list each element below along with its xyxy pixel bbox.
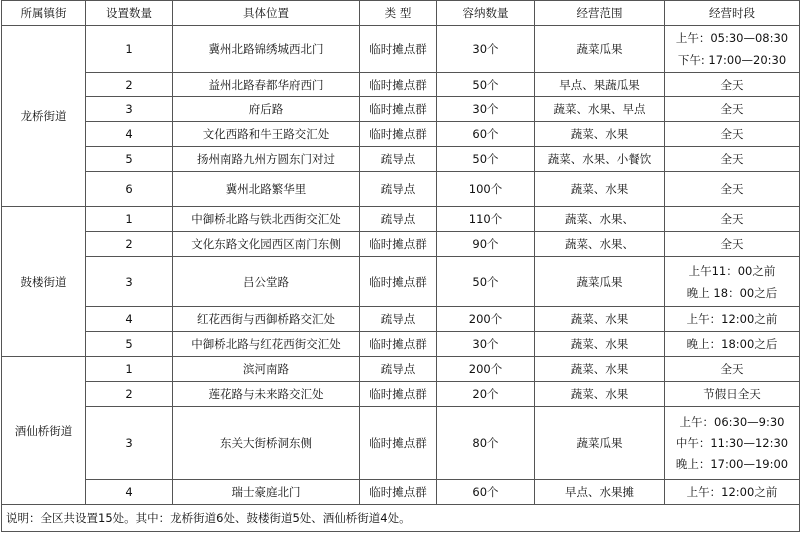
capacity-cell: 80个 bbox=[437, 407, 535, 480]
location-cell: 冀州北路锦绣城西北门 bbox=[173, 26, 360, 73]
capacity-cell: 100个 bbox=[437, 172, 535, 207]
capacity-cell: 30个 bbox=[437, 97, 535, 122]
location-cell: 文化西路和牛王路交汇处 bbox=[173, 122, 360, 147]
location-cell: 扬州南路九州方圆东门对过 bbox=[173, 147, 360, 172]
hours-cell: 全天 bbox=[665, 232, 800, 257]
capacity-cell: 200个 bbox=[437, 357, 535, 382]
hours-cell: 全天 bbox=[665, 207, 800, 232]
location-cell: 府后路 bbox=[173, 97, 360, 122]
table-row bbox=[2, 407, 800, 480]
scope-cell: 蔬菜瓜果 bbox=[535, 257, 665, 307]
district-cell: 龙桥街道 bbox=[2, 26, 86, 207]
type-cell: 临时摊点群 bbox=[360, 480, 437, 505]
table-row bbox=[2, 332, 800, 357]
scope-cell: 蔬菜瓜果 bbox=[535, 26, 665, 73]
table-row bbox=[2, 172, 800, 207]
hours-cell: 全天 bbox=[665, 147, 800, 172]
table-row bbox=[2, 73, 800, 97]
row-number: 3 bbox=[86, 97, 173, 122]
hours-cell: 节假日全天 bbox=[665, 382, 800, 407]
scope-cell: 蔬菜、水果 bbox=[535, 122, 665, 147]
row-number: 4 bbox=[86, 307, 173, 332]
type-cell: 疏导点 bbox=[360, 207, 437, 232]
scope-cell: 早点、水果摊 bbox=[535, 480, 665, 505]
type-cell: 临时摊点群 bbox=[360, 257, 437, 307]
capacity-cell: 60个 bbox=[437, 480, 535, 505]
header-district: 所属镇街 bbox=[2, 1, 86, 26]
hours-cell: 全天 bbox=[665, 172, 800, 207]
row-number: 4 bbox=[86, 480, 173, 505]
table-body bbox=[2, 26, 800, 532]
table-row bbox=[2, 307, 800, 332]
header-capacity: 容纳数量 bbox=[437, 1, 535, 26]
row-number: 3 bbox=[86, 257, 173, 307]
scope-cell: 蔬菜、水果 bbox=[535, 332, 665, 357]
type-cell: 临时摊点群 bbox=[360, 97, 437, 122]
district-cell: 酒仙桥街道 bbox=[2, 357, 86, 505]
capacity-cell: 60个 bbox=[437, 122, 535, 147]
scope-cell: 蔬菜、水果 bbox=[535, 357, 665, 382]
capacity-cell: 110个 bbox=[437, 207, 535, 232]
summary-note: 说明：全区共设置15处。其中：龙桥街道6处、鼓楼街道5处、酒仙桥街道4处。 bbox=[2, 505, 800, 532]
type-cell: 疏导点 bbox=[360, 307, 437, 332]
capacity-cell: 50个 bbox=[437, 73, 535, 97]
scope-cell: 早点、果蔬瓜果 bbox=[535, 73, 665, 97]
scope-cell: 蔬菜、水果、小餐饮 bbox=[535, 147, 665, 172]
row-number: 2 bbox=[86, 232, 173, 257]
location-cell: 吕公堂路 bbox=[173, 257, 360, 307]
type-cell: 临时摊点群 bbox=[360, 26, 437, 73]
row-number: 4 bbox=[86, 122, 173, 147]
location-cell: 滨河南路 bbox=[173, 357, 360, 382]
row-number: 3 bbox=[86, 407, 173, 480]
stall-table bbox=[1, 0, 800, 532]
header-row bbox=[2, 1, 800, 26]
type-cell: 临时摊点群 bbox=[360, 122, 437, 147]
table-row bbox=[2, 357, 800, 382]
header-type: 类 型 bbox=[360, 1, 437, 26]
type-cell: 临时摊点群 bbox=[360, 407, 437, 480]
type-cell: 临时摊点群 bbox=[360, 382, 437, 407]
hours-line: 晚上：17:00—19:00 bbox=[675, 456, 789, 471]
header-location: 具体位置 bbox=[173, 1, 360, 26]
scope-cell: 蔬菜、水果 bbox=[535, 172, 665, 207]
location-cell: 中御桥北路与铁北西街交汇处 bbox=[173, 207, 360, 232]
scope-cell: 蔬菜、水果 bbox=[535, 382, 665, 407]
table-row bbox=[2, 232, 800, 257]
row-number: 6 bbox=[86, 172, 173, 207]
capacity-cell: 200个 bbox=[437, 307, 535, 332]
row-number: 2 bbox=[86, 382, 173, 407]
header-scope: 经营范围 bbox=[535, 1, 665, 26]
hours-cell bbox=[665, 407, 800, 480]
type-cell: 临时摊点群 bbox=[360, 73, 437, 97]
row-number: 5 bbox=[86, 332, 173, 357]
capacity-cell: 30个 bbox=[437, 332, 535, 357]
row-number: 5 bbox=[86, 147, 173, 172]
capacity-cell: 20个 bbox=[437, 382, 535, 407]
location-cell: 瑞士豪庭北门 bbox=[173, 480, 360, 505]
hours-line: 下午: 17:00—20:30 bbox=[677, 53, 787, 67]
scope-cell: 蔬菜瓜果 bbox=[535, 407, 665, 480]
hours-line: 上午11：00之前 bbox=[688, 263, 776, 278]
hours-cell: 上午：12:00之前 bbox=[665, 307, 800, 332]
hours-cell: 上午：12:00之前 bbox=[665, 480, 800, 505]
location-cell: 冀州北路繁华里 bbox=[173, 172, 360, 207]
scope-cell: 蔬菜、水果、早点 bbox=[535, 97, 665, 122]
hours-cell: 晚上：18:00之后 bbox=[665, 332, 800, 357]
hours-cell bbox=[665, 257, 800, 307]
location-cell: 文化东路文化园西区南门东侧 bbox=[173, 232, 360, 257]
capacity-cell: 30个 bbox=[437, 26, 535, 73]
hours-line: 中午：11:30—12:30 bbox=[675, 435, 789, 450]
hours-cell: 全天 bbox=[665, 73, 800, 97]
row-number: 1 bbox=[86, 26, 173, 73]
type-cell: 疏导点 bbox=[360, 172, 437, 207]
row-number: 2 bbox=[86, 73, 173, 97]
header-hours: 经营时段 bbox=[665, 1, 800, 26]
capacity-cell: 50个 bbox=[437, 257, 535, 307]
table-row bbox=[2, 480, 800, 505]
type-cell: 临时摊点群 bbox=[360, 332, 437, 357]
type-cell: 临时摊点群 bbox=[360, 232, 437, 257]
capacity-cell: 90个 bbox=[437, 232, 535, 257]
hours-cell: 全天 bbox=[665, 122, 800, 147]
row-number: 1 bbox=[86, 207, 173, 232]
type-cell: 疏导点 bbox=[360, 357, 437, 382]
table-row bbox=[2, 122, 800, 147]
hours-cell: 全天 bbox=[665, 97, 800, 122]
table-row bbox=[2, 97, 800, 122]
scope-cell: 蔬菜、水果 bbox=[535, 307, 665, 332]
table-row bbox=[2, 257, 800, 307]
note-row bbox=[2, 505, 800, 532]
table-row bbox=[2, 382, 800, 407]
header-count: 设置数量 bbox=[86, 1, 173, 26]
hours-line: 晚上 18：00之后 bbox=[686, 285, 778, 300]
district-cell: 鼓楼街道 bbox=[2, 207, 86, 357]
table-row bbox=[2, 207, 800, 232]
row-number: 1 bbox=[86, 357, 173, 382]
location-cell: 中御桥北路与红花西街交汇处 bbox=[173, 332, 360, 357]
location-cell: 莲花路与未来路交汇处 bbox=[173, 382, 360, 407]
scope-cell: 蔬菜、水果、 bbox=[535, 232, 665, 257]
capacity-cell: 50个 bbox=[437, 147, 535, 172]
table-header bbox=[2, 1, 800, 26]
table-row bbox=[2, 147, 800, 172]
hours-cell: 全天 bbox=[665, 357, 800, 382]
location-cell: 东关大街桥洞东侧 bbox=[173, 407, 360, 480]
location-cell: 益州北路春都华府西门 bbox=[173, 73, 360, 97]
hours-line: 上午：06:30—9:30 bbox=[679, 414, 785, 429]
hours-cell bbox=[665, 26, 800, 73]
scope-cell: 蔬菜、水果、 bbox=[535, 207, 665, 232]
table-row bbox=[2, 26, 800, 73]
location-cell: 红花西街与西御桥路交汇处 bbox=[173, 307, 360, 332]
hours-line: 上午：05:30—08:30 bbox=[675, 31, 789, 45]
type-cell: 疏导点 bbox=[360, 147, 437, 172]
